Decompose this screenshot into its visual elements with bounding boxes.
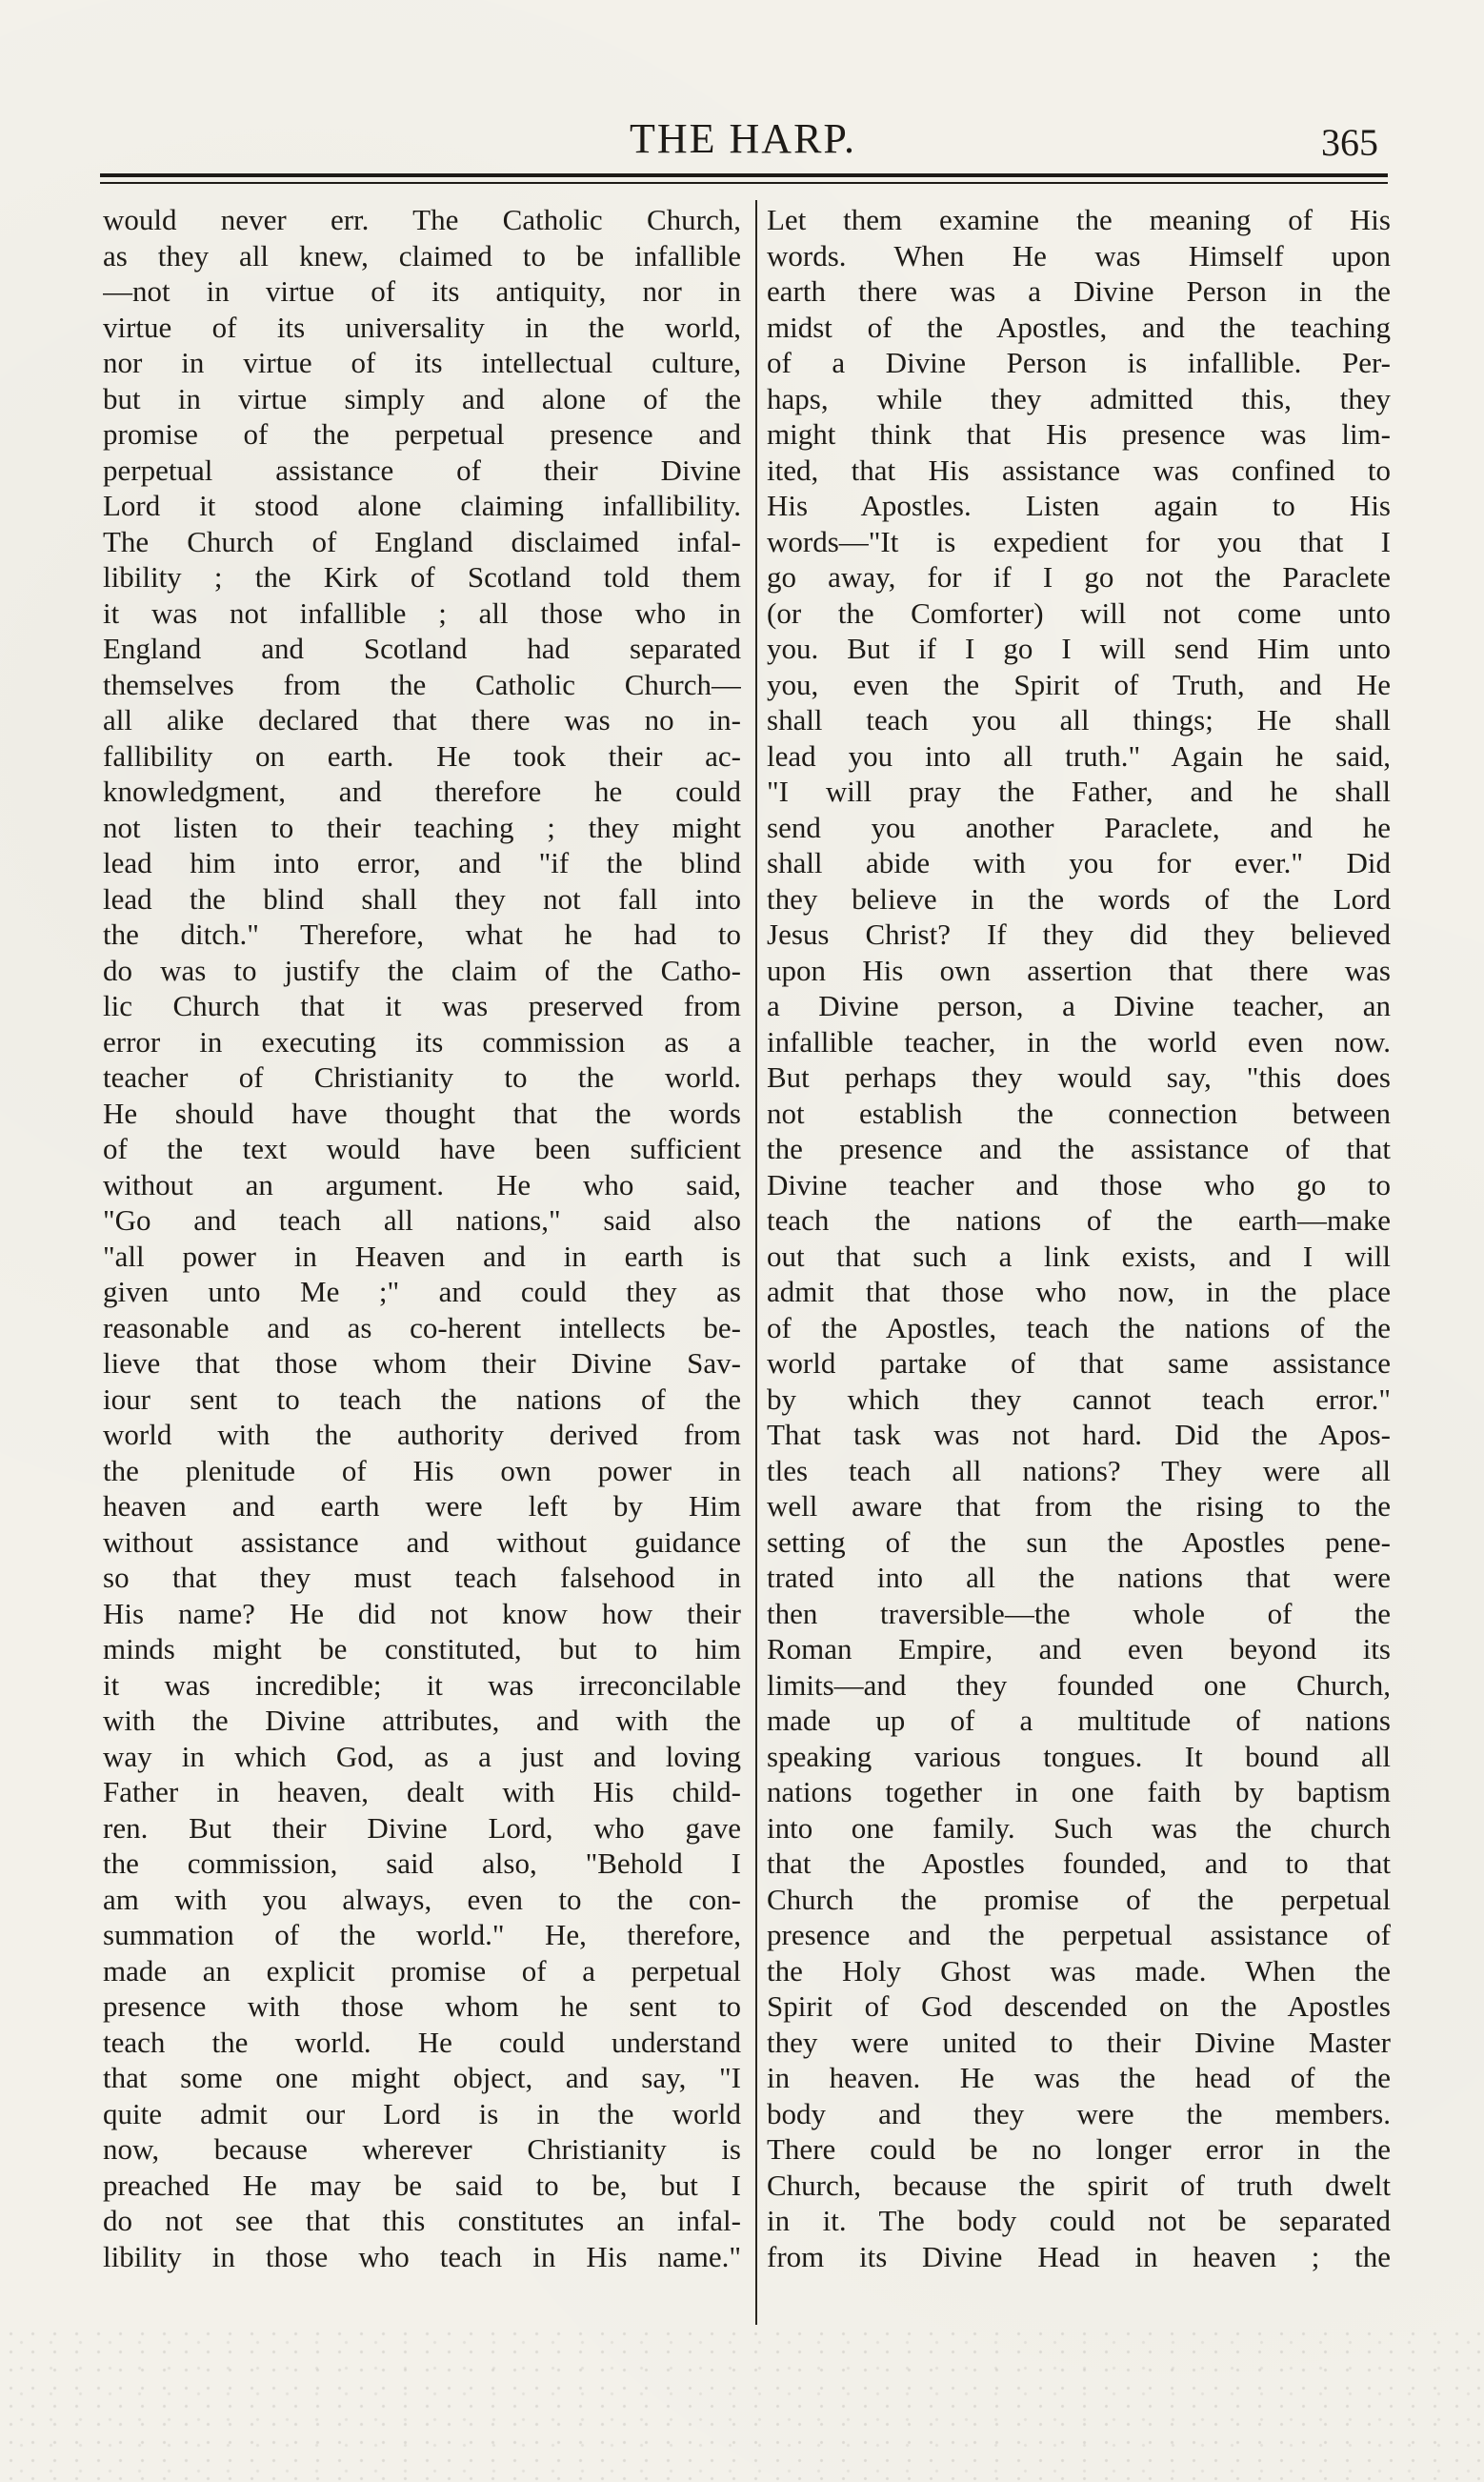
text-line: body and they were the members. xyxy=(767,2096,1391,2130)
text-line: well aware that from the rising to the xyxy=(767,1489,1391,1523)
text-line: words—"It is expedient for you that I xyxy=(767,524,1391,558)
text-line: into one family. Such was the church xyxy=(767,1810,1391,1845)
text-line: His Apostles. Listen again to His xyxy=(767,489,1391,522)
text-line: infallible teacher, in the world even now. xyxy=(767,1024,1391,1059)
text-line: shall teach you all things; He shall xyxy=(767,703,1391,737)
text-line: words. When He was Himself upon xyxy=(767,238,1391,272)
text-line: England and Scotland had separated xyxy=(103,632,741,665)
text-line: The Church of England disclaimed infal- xyxy=(103,524,741,558)
text-line: send you another Paraclete, and he xyxy=(767,810,1391,844)
text-line: with the Divine attributes, and with the xyxy=(103,1704,741,1737)
text-line: it was incredible; it was irreconcilable xyxy=(103,1667,741,1702)
header-rule-thin xyxy=(100,182,1388,184)
text-line: the commission, said also, "Behold I xyxy=(103,1846,741,1880)
text-line: given unto Me ;" and could they as xyxy=(103,1275,741,1308)
text-line: perpetual assistance of their Divine xyxy=(103,453,741,487)
text-line: reasonable and as co-herent intellects be- xyxy=(103,1310,741,1344)
text-line: without an argument. He who said, xyxy=(103,1167,741,1201)
text-line: —not in virtue of its antiquity, nor in xyxy=(103,274,741,308)
text-line: they were united to their Divine Master xyxy=(767,2025,1391,2059)
paper-speckle xyxy=(0,2325,1484,2482)
text-line: teacher of Christianity to the world. xyxy=(103,1060,741,1094)
text-line: lead you into all truth." Again he said, xyxy=(767,738,1391,773)
text-line: His name? He did not know how their xyxy=(103,1596,741,1630)
text-line: of the text would have been sufficient xyxy=(103,1132,741,1165)
text-line: then traversible—the whole of the xyxy=(767,1596,1391,1630)
text-line: midst of the Apostles, and the teaching xyxy=(767,310,1391,344)
page-number: 365 xyxy=(1321,121,1378,164)
text-column-right xyxy=(767,202,1391,2336)
text-line: virtue of its universality in the world, xyxy=(103,310,741,344)
text-line: Divine teacher and those who go to xyxy=(767,1167,1391,1201)
text-line: now, because wherever Christianity is xyxy=(103,2132,741,2166)
text-line: He should have thought that the words xyxy=(103,1096,741,1130)
text-line: from its Divine Head in heaven ; the xyxy=(767,2239,1391,2273)
text-line: quite admit our Lord is in the world xyxy=(103,2096,741,2130)
text-line: world with the authority derived from xyxy=(103,1418,741,1451)
text-line: setting of the sun the Apostles pene- xyxy=(767,1524,1391,1559)
text-line: would never err. The Catholic Church, xyxy=(103,203,741,236)
text-line: it was not infallible ; all those who in xyxy=(103,595,741,630)
text-line: all alike declared that there was no in- xyxy=(103,703,741,737)
text-line: Church, because the spirit of truth dwelt xyxy=(767,2168,1391,2202)
text-line: upon His own assertion that there was xyxy=(767,953,1391,987)
text-line: shall abide with you for ever." Did xyxy=(767,846,1391,879)
text-line: tles teach all nations? They were all xyxy=(767,1453,1391,1487)
text-line: fallibility on earth. He took their ac- xyxy=(103,738,741,773)
text-line: world partake of that same assistance xyxy=(767,1346,1391,1380)
text-line: out that such a link exists, and I will xyxy=(767,1239,1391,1273)
text-line: in it. The body could not be separated xyxy=(767,2204,1391,2237)
text-line: of the Apostles, teach the nations of the xyxy=(767,1310,1391,1344)
text-line: promise of the perpetual presence and xyxy=(103,417,741,451)
text-line: Roman Empire, and even beyond its xyxy=(767,1632,1391,1665)
text-line: Let them examine the meaning of His xyxy=(767,203,1391,236)
text-line: nor in virtue of its intellectual culture, xyxy=(103,346,741,379)
text-line: teach the nations of the earth—make xyxy=(767,1203,1391,1237)
text-line: but in virtue simply and alone of the xyxy=(103,381,741,415)
text-line: you. But if I go I will send Him unto xyxy=(767,632,1391,665)
text-line: might think that His presence was lim- xyxy=(767,417,1391,451)
text-line: trated into all the nations that were xyxy=(767,1561,1391,1594)
text-line: the Holy Ghost was made. When the xyxy=(767,1953,1391,1988)
text-line: way in which God, as a just and loving xyxy=(103,1739,741,1773)
text-line: not establish the connection between xyxy=(767,1096,1391,1130)
text-line: a Divine person, a Divine teacher, an xyxy=(767,989,1391,1022)
text-line: "all power in Heaven and in earth is xyxy=(103,1239,741,1273)
text-line: speaking various tongues. It bound all xyxy=(767,1739,1391,1773)
running-title: THE HARP. xyxy=(629,115,857,162)
text-line: nations together in one faith by baptism xyxy=(767,1775,1391,1808)
text-line: themselves from the Catholic Church— xyxy=(103,667,741,701)
text-line: presence with those whom he sent to xyxy=(103,1989,741,2023)
text-line: minds might be constituted, but to him xyxy=(103,1632,741,1665)
text-line: in heaven. He was the head of the xyxy=(767,2061,1391,2094)
text-line: teach the world. He could understand xyxy=(103,2025,741,2059)
text-line: admit that those who now, in the place xyxy=(767,1275,1391,1308)
text-line: Lord it stood alone claiming infallibility. xyxy=(103,489,741,522)
text-line: as they all knew, claimed to be infallible xyxy=(103,238,741,272)
text-line: without assistance and without guidance xyxy=(103,1524,741,1559)
text-line: Jesus Christ? If they did they believed xyxy=(767,918,1391,951)
page-header xyxy=(100,112,1386,170)
text-line: you, even the Spirit of Truth, and He xyxy=(767,667,1391,701)
text-line: of a Divine Person is infallible. Per- xyxy=(767,346,1391,379)
text-line: lead the blind shall they not fall into xyxy=(103,881,741,916)
text-line: made up of a multitude of nations xyxy=(767,1704,1391,1737)
text-line: earth there was a Divine Person in the xyxy=(767,274,1391,308)
text-line: so that they must teach falsehood in xyxy=(103,1561,741,1594)
text-line: haps, while they admitted this, they xyxy=(767,381,1391,415)
text-line: that some one might object, and say, "I xyxy=(103,2061,741,2094)
header-rule-thick xyxy=(100,173,1388,177)
column-divider xyxy=(755,200,757,2325)
text-line: libility in those who teach in His name." xyxy=(103,2239,741,2273)
text-line: the presence and the assistance of that xyxy=(767,1132,1391,1165)
text-line: lic Church that it was preserved from xyxy=(103,989,741,1022)
text-line: ited, that His assistance was confined to xyxy=(767,453,1391,487)
text-line: ren. But their Divine Lord, who gave xyxy=(103,1810,741,1845)
text-line: not listen to their teaching ; they might xyxy=(103,810,741,844)
text-line: "I will pray the Father, and he shall xyxy=(767,775,1391,808)
text-line: that the Apostles founded, and to that xyxy=(767,1846,1391,1880)
text-line: limits—and they founded one Church, xyxy=(767,1667,1391,1702)
text-line: they believe in the words of the Lord xyxy=(767,881,1391,916)
text-line: "Go and teach all nations," said also xyxy=(103,1203,741,1237)
text-line: That task was not hard. Did the Apos- xyxy=(767,1418,1391,1451)
text-line: heaven and earth were left by Him xyxy=(103,1489,741,1523)
text-line: go away, for if I go not the Paraclete xyxy=(767,560,1391,594)
text-line: Father in heaven, dealt with His child- xyxy=(103,1775,741,1808)
text-line: do was to justify the claim of the Catho- xyxy=(103,953,741,987)
text-line: lieve that those whom their Divine Sav- xyxy=(103,1346,741,1380)
text-line: made an explicit promise of a perpetual xyxy=(103,1953,741,1988)
text-line: But perhaps they would say, "this does xyxy=(767,1060,1391,1094)
text-line: summation of the world." He, therefore, xyxy=(103,1918,741,1951)
text-line: There could be no longer error in the xyxy=(767,2132,1391,2166)
text-line: by which they cannot teach error." xyxy=(767,1382,1391,1416)
text-line: (or the Comforter) will not come unto xyxy=(767,595,1391,630)
text-line: libility ; the Kirk of Scotland told them xyxy=(103,560,741,594)
text-line: the plenitude of His own power in xyxy=(103,1453,741,1487)
text-line: do not see that this constitutes an infal- xyxy=(103,2204,741,2237)
text-line: error in executing its commission as a xyxy=(103,1024,741,1059)
text-line: preached He may be said to be, but I xyxy=(103,2168,741,2202)
text-line: presence and the perpetual assistance of xyxy=(767,1918,1391,1951)
text-line: am with you always, even to the con- xyxy=(103,1882,741,1916)
text-line: Spirit of God descended on the Apostles xyxy=(767,1989,1391,2023)
text-line: knowledgment, and therefore he could xyxy=(103,775,741,808)
text-line: Church the promise of the perpetual xyxy=(767,1882,1391,1916)
text-line: the ditch." Therefore, what he had to xyxy=(103,918,741,951)
text-column-left xyxy=(103,202,741,2336)
text-line: lead him into error, and "if the blind xyxy=(103,846,741,879)
text-line: iour sent to teach the nations of the xyxy=(103,1382,741,1416)
